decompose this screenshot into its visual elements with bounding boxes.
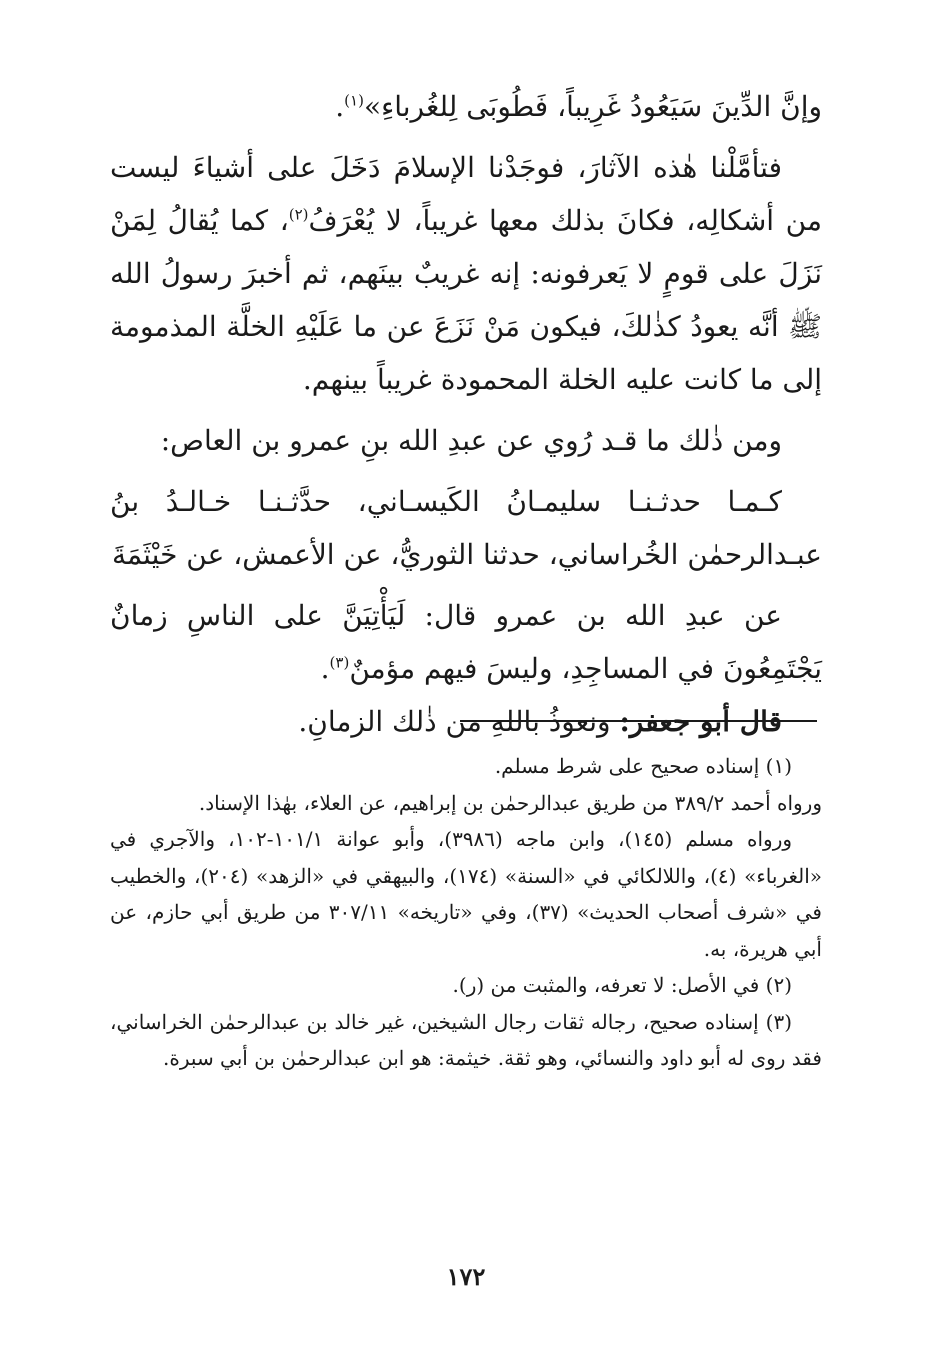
paragraph-text: وإنَّ الدِّينَ سَيَعُودُ غَرِيباً، فَطُوبَى لِلغُرباءِ» [363, 90, 822, 123]
footnote-1-continued: ورواه أحمد ٣٨٩/٢ من طريق عبدالرحمٰن بن إبراهيم، عن العلاء، بهٰذا الإسناد. [198, 790, 822, 815]
paragraph-hadith [110, 589, 822, 695]
footnote-3: (٣) إسناده صحيح، رجاله ثقات رجال الشيخين، غير خالد بن عبدالرحمٰن الخراساني، فقد روى له أبو داود والنسائي، وهو ثقة. خيثمة: هو ابن عبدالرحمٰن بن أبي سبرة. [110, 1009, 822, 1070]
paragraph-text: ونعوذُ باللهِ من ذٰلك الزمانِ. [298, 705, 620, 738]
paragraph-text: ، كما يُقالُ لِمَنْ نَزَلَ على قومٍ لا يَعرفونه: إنه غريبٌ بينَهم، ثم أخبرَ رسولُ الله ﷺ أنَّه يعودُ كذٰلكَ، فيكون مَنْ نَزَعَ عن ما عَلَيْهِ الخلَّة المذمومة إلى ما كانت عليه الخلة المحمودة غريباً بينهم. [110, 204, 822, 396]
paragraph-end: . [335, 90, 345, 123]
paragraph-text: عن عبدِ الله بن عمرو قال: لَيَأْتِيَنَّ على الناسِ زمانٌ يَجْتَمِعُونَ في المساجِدِ، وليسَ فيهم مؤمنٌ [110, 599, 822, 685]
footnote-marker-2: (٢) [288, 205, 309, 224]
paragraph-isnad: كـمـا حدثـنـا سليمـانُ الكَيسـاني، حدَّثـنـا خـالـدُ بنُ عبـدالرحمٰن الخُراساني، حدثنا الثوريُّ، عن الأعمش، عن خَيْثَمَةَ [110, 485, 822, 571]
paragraph-end: . [320, 652, 330, 685]
paragraph-text: فتأمَّلْنا هٰذه الآثارَ، فوجَدْنا الإسلامَ دَخَلَ على أشياءَ ليست من أشكالِه، فكانَ بذلك معها غريباً، لا يُعْرَفُ [110, 151, 822, 237]
footnote-marker-3: (٣) [329, 653, 350, 672]
footnote-1-sources: ورواه مسلم (١٤٥)، وابن ماجه (٣٩٨٦)، وأبو عوانة ١٠١/١-١٠٢، والآجري في «الغرباء» (٤)، واللالكائي في «السنة» (١٧٤)، والبيهقي في «الزهد» (٢٠٤)، والخطيب في «شرف أصحاب الحديث» (٣٧)، وفي «تاريخه» ٣٠٧/١١ من طريق أبي حازم، عن أبي هريرة، به. [110, 827, 822, 961]
footnote-marker-1: (١) [344, 91, 364, 110]
main-text [110, 80, 822, 748]
page-number: ١٧٢ [446, 1262, 486, 1291]
speaker-label: قال أبو جعفر: [619, 705, 782, 738]
paragraph-commentary [110, 141, 822, 406]
paragraph-intro: ومن ذٰلك ما قـد رُوي عن عبدِ الله بنِ عمرو بن العاص: [160, 424, 782, 457]
footnote-2: (٢) في الأصل: لا تعرفه، والمثبت من (ر). [452, 973, 792, 997]
paragraph-hadith-end [110, 80, 822, 133]
footnotes [110, 748, 822, 1077]
footnote-1: (١) إسناده صحيح على شرط مسلم. [494, 754, 792, 778]
footnote-separator [460, 720, 817, 722]
